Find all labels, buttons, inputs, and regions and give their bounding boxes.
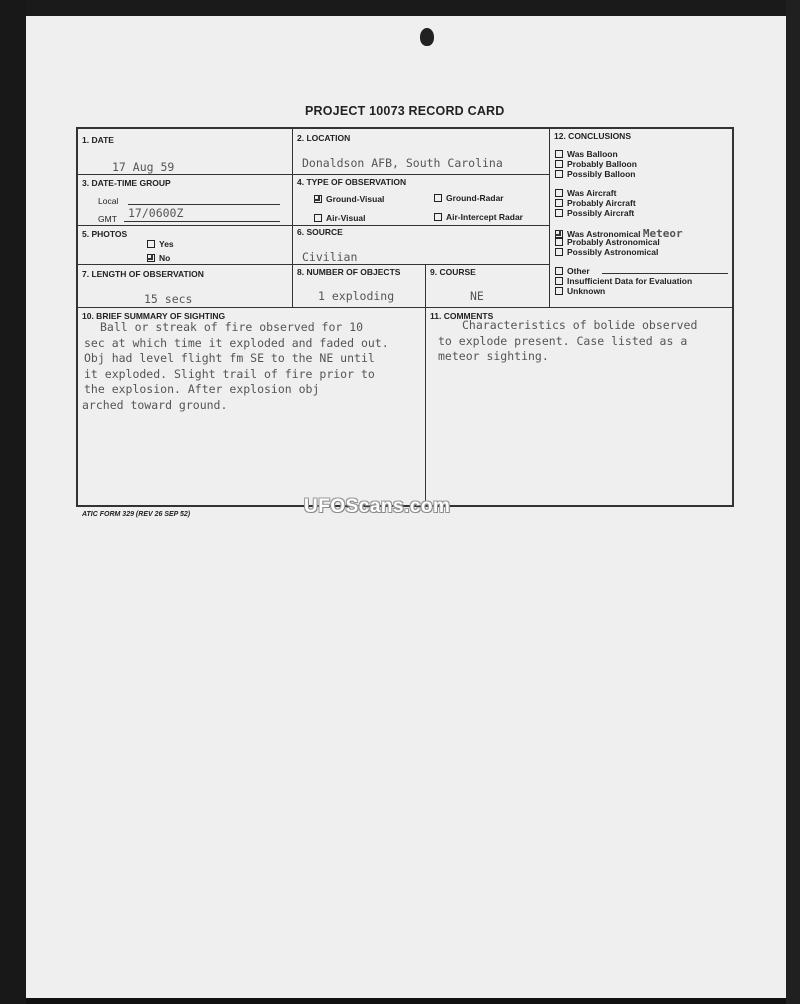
dtg-gmt-line (124, 221, 280, 222)
conclusion-option: Other (555, 266, 590, 276)
grid-line (77, 264, 549, 265)
checkbox-icon (555, 160, 563, 168)
comments-line: Characteristics of bolide observed (462, 318, 698, 332)
checkbox-icon (555, 170, 563, 178)
grid-line (425, 264, 426, 505)
conclusion-option: Was Balloon (555, 149, 618, 159)
grid-line (549, 128, 550, 308)
conclusion-option: Possibly Aircraft (555, 208, 634, 218)
summary-line: the explosion. After explosion obj (84, 382, 320, 396)
conclusion-option: Was Astronomical Meteor (555, 227, 683, 240)
scan-right-edge (786, 0, 800, 1004)
checkbox-icon (555, 248, 563, 256)
conclusion-option: Was Aircraft (555, 188, 616, 198)
length-label: 7. LENGTH OF OBSERVATION (82, 269, 204, 279)
grid-line (77, 174, 549, 175)
summary-line: sec at which time it exploded and faded out. (84, 335, 389, 350)
checkbox-icon (555, 209, 563, 217)
comments-label: 11. COMMENTS (430, 311, 494, 321)
dtg-label: 3. DATE-TIME GROUP (82, 178, 171, 188)
conclusion-option: Probably Astronomical (555, 237, 660, 247)
grid-line (77, 307, 733, 308)
checkbox-icon (434, 213, 442, 221)
obs-ground-radar: Ground-Radar (434, 193, 504, 203)
conclusion-option: Possibly Balloon (555, 169, 636, 179)
source-value: Civilian (302, 250, 358, 264)
checkbox-icon (314, 195, 322, 203)
checkbox-icon (555, 199, 563, 207)
scan-left-edge (0, 0, 26, 1004)
summary-line: arched toward ground. (82, 397, 228, 412)
dtg-gmt-label: GMT (98, 214, 117, 224)
course-value: NE (470, 289, 484, 303)
location-label: 2. LOCATION (297, 133, 351, 143)
course-label: 9. COURSE (430, 267, 476, 277)
grid-line (77, 225, 549, 226)
obs-air-visual: Air-Visual (314, 213, 366, 223)
comments-text (438, 318, 697, 365)
photos-no: No (147, 253, 170, 263)
comments-line: to explode present. Case listed as a (438, 333, 688, 348)
dtg-local-line (128, 204, 280, 205)
objects-label: 8. NUMBER OF OBJECTS (297, 267, 401, 277)
conclusion-annotation: Meteor (642, 227, 683, 240)
checkbox-icon (555, 238, 563, 246)
conclusion-option: Possibly Astronomical (555, 247, 658, 257)
date-label: 1. DATE (82, 135, 114, 145)
grid-line (292, 128, 293, 308)
observation-type-label: 4. TYPE OF OBSERVATION (297, 177, 407, 187)
location-value: Donaldson AFB, South Carolina (302, 156, 503, 170)
conclusion-option: Unknown (555, 286, 605, 296)
checkbox-icon (555, 287, 563, 295)
conclusion-option: Probably Aircraft (555, 198, 636, 208)
dtg-gmt-value: 17/0600Z (128, 206, 184, 220)
checkbox-icon (555, 267, 563, 275)
checkbox-icon (147, 254, 155, 262)
checkbox-icon (314, 214, 322, 222)
checkbox-icon (434, 194, 442, 202)
photos-yes: Yes (147, 239, 174, 249)
summary-line: it exploded. Slight trail of fire prior to (84, 366, 375, 381)
objects-value: 1 exploding (318, 289, 395, 303)
checkbox-icon (555, 150, 563, 158)
card-title: PROJECT 10073 RECORD CARD (305, 104, 505, 118)
checkbox-icon (555, 189, 563, 197)
checkbox-icon (147, 240, 155, 248)
conclusion-option: Probably Balloon (555, 159, 637, 169)
obs-air-intercept-radar: Air-Intercept Radar (434, 212, 523, 222)
conclusion-option: Insufficient Data for Evaluation (555, 276, 692, 286)
obs-ground-visual: Ground-Visual (314, 194, 384, 204)
summary-line: Ball or streak of fire observed for 10 (100, 320, 364, 334)
punch-hole (420, 28, 434, 46)
watermark: UFOScans.com (304, 496, 451, 517)
other-line (602, 273, 728, 274)
length-value: 15 secs (144, 292, 193, 306)
dtg-local-label: Local (98, 196, 119, 206)
date-value: 17 Aug 59 (112, 160, 175, 174)
photos-label: 5. PHOTOS (82, 229, 128, 239)
source-label: 6. SOURCE (297, 227, 343, 237)
comments-line: meteor sighting. (438, 349, 549, 363)
summary-text (84, 320, 389, 413)
summary-line: Obj had level flight fm SE to the NE until (84, 351, 375, 365)
form-id: ATIC FORM 329 (REV 26 SEP 52) (82, 511, 191, 518)
summary-label: 10. BRIEF SUMMARY OF SIGHTING (82, 311, 226, 321)
conclusions-label: 12. CONCLUSIONS (554, 131, 631, 141)
checkbox-icon (555, 277, 563, 285)
